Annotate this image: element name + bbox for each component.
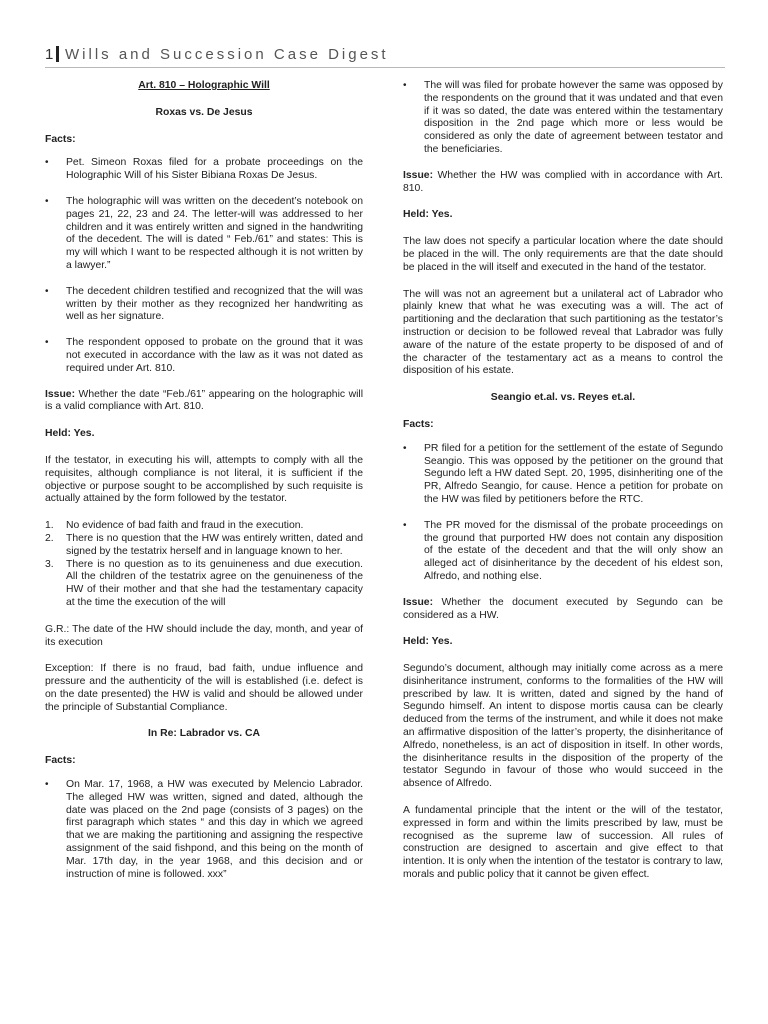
issue-text: Whether the date “Feb./61” appearing on the holographic will is a valid compliance with Art. 810.: [45, 388, 363, 413]
facts-label: Facts:: [45, 755, 76, 767]
page-header: [45, 44, 725, 68]
fact-item: • The decedent children testified and recognized that the will was written by their mother as they recognized her handwriting as well as her signature.: [45, 286, 363, 324]
reason-item: 3. There is no question as to its genuineness and due execution. All the children of the testatrix agree on the genuineness of the HW of their mother and that she had the testamentary capacity at the time the execution of the will: [45, 558, 363, 608]
held-paragraph: The law does not specify a particular location where the date should be placed in the will. The only requirements are that the date should be placed in the will itself and executed in the hand of the testator.: [403, 236, 723, 273]
held-label: Held: Yes.: [403, 636, 453, 648]
fact-item: • PR filed for a petition for the settlement of the estate of Segundo Seangio. This was opposed by the petitioner on the ground that Segundo left a HW dated Sept. 20, 1995, disinheriting one of the PR, Alfredo Seangio, for cause. Hence a petition for probate on the HW was filed by petitioners before the RTC.: [403, 443, 723, 507]
fact-item: • The will was filed for probate however the same was opposed by the respondents on the ground that it was undated and that even if it was so dated, the date was entered within the testamentary disposition in the 2nd page which more or less would be considered as only the date of agreement between testator and the beneficiaries.: [403, 80, 723, 157]
held-label: Held: Yes.: [45, 428, 95, 440]
held-paragraph: If the testator, in executing his will, attempts to comply with all the requisites, although compliance is not literal, it is sufficient if the objective or purpose sought to be accomplished by such requisite is actually attained by the form followed by the testator.: [45, 454, 363, 505]
fact-item: • The holographic will was written on the decedent’s notebook on pages 21, 22, 23 and 24. The letter-will was addressed to her children and it was entirely written and signed in the handwriting of the decedent. The will is dated “ Feb./61” and states: This is my will which I want to be respected although it is not written by a lawyer.”: [45, 196, 363, 273]
general-rule-paragraph: G.R.: The date of the HW should include the day, month, and year of its execution: [45, 623, 363, 648]
fact-item: • Pet. Simeon Roxas filed for a probate proceedings on the Holographic Will of his Sister Bibiana Roxas De Jesus.: [45, 157, 363, 183]
header-divider: [56, 46, 59, 62]
case-title-labrador: In Re: Labrador vs. CA: [147, 728, 260, 740]
reason-item: 2. There is no question that the HW was entirely written, dated and signed by the testatrix herself and in language known to her.: [45, 532, 363, 557]
issue-label: Issue:: [403, 169, 434, 181]
fact-item: • The respondent opposed to probate on the ground that it was not executed in accordance with the law as it was not dated as required under Art. 810.: [45, 337, 363, 375]
facts-list-seangio: [403, 443, 723, 584]
issue-label: Issue:: [403, 596, 434, 608]
facts-label: Facts:: [45, 133, 76, 145]
left-column: [45, 78, 363, 894]
facts-list-labrador-continued: [403, 80, 723, 157]
held-paragraph: Segundo’s document, although may initially come across as a mere disinheritance instrument, conforms to the formalities of the HW will prescribed by law. It is written, dated and signed by the hand of Segundo himself. An intent to dispose mortis causa can be clearly deduced from the terms of the instrument, and while it does not make an affirmative disposition of the latter’s property, the disinheritance of Alfredo, nonetheless, is an act of disposition in itself. In other words, the disinheritance results in the disposition of the property of the testator Segundo in favour of those who would succeed in the absence of Alfredo.: [403, 663, 723, 790]
held-label: Held: Yes.: [403, 209, 453, 221]
facts-label: Facts:: [403, 418, 434, 430]
page-number: 1: [45, 46, 54, 63]
document-title: Wills and Succession Case Digest: [65, 46, 389, 63]
article-heading: Art. 810 – Holographic Will: [138, 80, 270, 91]
facts-list-roxas: [45, 157, 363, 375]
case-title-roxas: Roxas vs. De Jesus: [155, 106, 253, 118]
issue-label: Issue:: [45, 388, 76, 400]
issue-text: Whether the HW was complied with in accordance with Art. 810.: [403, 169, 723, 194]
issue-paragraph: [403, 597, 723, 623]
reasons-list: [45, 520, 363, 610]
issue-text: Whether the document executed by Segundo can be considered as a HW.: [403, 596, 723, 621]
held-paragraph: A fundamental principle that the intent or the will of the testator, expressed in form and within the limits prescribed by law, must be recognised as the supreme law of succession. All rules of construction are designed to ascertain and give effect to that intention. It is only when the intention of the testator is contrary to law, morals and public policy that it cannot be given effect.: [403, 805, 723, 881]
exception-paragraph: Exception: If there is no fraud, bad faith, undue influence and pressure and the authenticity of the will is established (i.e. defect is on the date presented) the HW is valid and should be allowed under the principle of Substantial Compliance.: [45, 663, 363, 713]
case-title-seangio: Seangio et.al. vs. Reyes et.al.: [490, 392, 636, 404]
right-column: [403, 78, 723, 882]
held-paragraph: The will was not an agreement but a unilateral act of Labrador who plainly knew that what he was executing was a will. The act of partitioning and the declaration that such partitioning as the testator’s instruction or decision to be followed reveal that Labrador was fully aware of the nature of the estate property to be disposed of and of the character of the testamentary act as a means to control the disposition of his estate.: [403, 288, 723, 377]
issue-paragraph: [45, 389, 363, 415]
reason-item: 1. No evidence of bad faith and fraud in the execution.: [45, 520, 304, 532]
fact-item: • On Mar. 17, 1968, a HW was executed by Melencio Labrador. The alleged HW was written, signed and dated, although the date was placed on the 2nd page (consists of 3 pages) on the first paragraph which states “ and this day in which we agreed that we are making the partitioning and assigning the respective assignment of the said fishpond, and this being on the month of Mar. 17th day, in the year 1968, and this decision and or instruction of mine is followed. xxx”: [45, 779, 363, 881]
fact-item: • The PR moved for the dismissal of the probate proceedings on the ground that purported HW does not contain any disposition of the estate of the decedent and that the will only show an alleged act of disinheritance by the decedent of his eldest son, Alfredo, and nothing else.: [403, 520, 723, 584]
issue-paragraph: [403, 170, 723, 196]
facts-list-labrador: [45, 779, 363, 881]
